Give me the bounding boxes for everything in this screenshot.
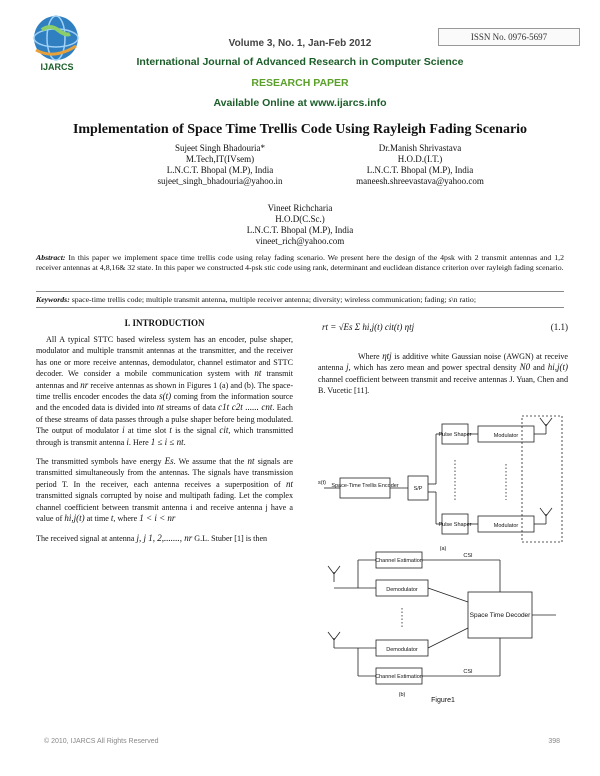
text: and <box>533 363 545 373</box>
math: 1 < i < nr <box>139 513 176 524</box>
figure-caption: Figure1 <box>431 697 455 704</box>
encoder-label: Space-Time Trellis Encoder <box>331 483 399 489</box>
issn-box: ISSN No. 0976-5697 <box>438 28 580 46</box>
math: 1 ≤ i ≤ nt <box>150 436 184 447</box>
intro-paragraph-3 <box>36 533 293 544</box>
math: hi,j(t) <box>547 362 569 373</box>
math: t <box>110 513 114 524</box>
demodulator-2: Demodulator <box>386 647 418 653</box>
equation-number: (1.1) <box>550 322 568 332</box>
footer-copyright: © 2010, IJARCS All Rights Reserved <box>44 738 159 745</box>
text: The received signal at antenna <box>36 533 135 543</box>
text: streams of data <box>166 403 216 413</box>
figure-1 <box>318 412 568 712</box>
text: . Here <box>128 437 149 447</box>
logo-text: IJARCS <box>40 62 74 72</box>
section-title: I. INTRODUCTION <box>124 318 205 328</box>
text: . Each of these streams of data passes through a pulse shaper before being modulated. The output of modulator <box>36 403 293 436</box>
modulator-1: Modulator <box>493 433 519 439</box>
text: Where <box>358 352 380 361</box>
text: channel coefficient between transmit and receive antennas J. Yuan, Chen and B. Vucetic [11]. <box>318 374 568 396</box>
author-email: vineet_rich@yahoo.com <box>255 236 345 246</box>
figure-label-b: (b) <box>398 692 406 698</box>
intro-paragraph-1: All A typical STTC based wireless system has an encoder, pulse shaper, modulator and multiple transmit antennas at the transmitter, and the receiver has one or more receive antennas, demodulator, channel estimator and STTC decoder. We consider a mobile communication system with nt transmit antennas and nr receive antennas as shown in Figures 1 (a) and (b). The space-time trellis encoder encodes the data s(t) coming from the information source and the encoded data is divided into nt streams of data c1t c2t ...... cnt. Each of these streams of data passes through a pulse shaper before being modulated. The output of modulator i at time slot t is the signal cit, which transmitted through is transmit antenna i. Here 1 ≤ i ≤ nt. <box>36 335 294 447</box>
math: nt <box>285 478 293 489</box>
input-label: s(t) <box>318 480 326 486</box>
decoder-label: Space Time Decoder <box>469 612 531 619</box>
abstract-label: Abstract: <box>36 253 66 262</box>
text: transmit antennas and <box>36 369 293 390</box>
math: nt <box>247 456 255 467</box>
text: receive antennas as shown in Figures 1 (a) and (b). The space-time trellis encoder encodes the data <box>36 380 294 402</box>
text: , which transmitted through is transmit antenna <box>36 426 294 447</box>
text: is the signal <box>175 426 217 436</box>
math: j, j 1, 2,......., nr <box>136 532 193 543</box>
text: signals are transmitted simultaneously from the antennas. The signals have transmission period T. In the receiver, each antenna receives a superposition of <box>36 457 294 489</box>
right-paragraph <box>318 351 568 397</box>
author-email: maneesh.shreevastava@yahoo.com <box>356 176 484 186</box>
pulse-shaper-1: Pulse Shaper <box>438 432 472 438</box>
divider <box>36 307 564 308</box>
author-role: H.O.D(C.Sc.) <box>275 214 325 224</box>
math: N0 <box>519 362 531 373</box>
abstract <box>36 253 564 274</box>
author-org: L.N.C.T. Bhopal (M.P), India <box>166 165 274 175</box>
keywords <box>36 295 564 305</box>
channel-estimation-bottom: Channel Estimation <box>375 674 423 680</box>
math: hi,j(t) <box>64 513 85 524</box>
text: at time slot <box>127 426 167 436</box>
sp-label: S/P <box>413 486 423 492</box>
author-org: L.N.C.T. Bhopal (M.P), India <box>246 225 354 235</box>
text: is additive white Gaussian noise (AWGN) at receive antenna <box>318 352 568 373</box>
author-org: L.N.C.T. Bhopal (M.P), India <box>366 165 474 175</box>
csi-top: CSI <box>463 553 473 559</box>
channel-estimation-top: Channel Estimation <box>375 558 423 564</box>
text: transmitted signals corrupted by noise and multipath fading. Let the complex channel coefficient between transmit antenna i and receive antenna j have a value of <box>36 491 293 524</box>
author-name: Vineet Richcharia <box>267 203 333 213</box>
intro-paragraph-2 <box>36 456 293 524</box>
math: ηtj <box>382 351 392 361</box>
math: t <box>169 425 172 436</box>
volume-line: Volume 3, No. 1, Jan-Feb 2012 <box>228 38 372 49</box>
csi-bottom: CSI <box>463 669 473 675</box>
text: at time <box>86 514 109 524</box>
footer-page-number: 398 <box>548 738 560 745</box>
author-name: Dr.Manish Shrivastava <box>378 143 462 153</box>
math: i <box>126 436 129 447</box>
math: nt <box>254 368 262 379</box>
figure-label-a: (a) <box>439 546 447 552</box>
keywords-label: Keywords: <box>36 295 70 304</box>
equation: rt = √Es Σ hi,j(t) cit(t) ηtj <box>322 322 415 332</box>
keywords-text: space-time trellis code; multiple transmit antenna, multiple receiver antenna; diversity; wireless communication; fading; s\n ratio; <box>69 295 476 304</box>
equation-1-1 <box>318 322 568 332</box>
intro-paragraphs <box>36 334 293 544</box>
text: G.L. Stuber [1] is then <box>194 533 268 543</box>
text: coming from the information source and the encoded data is divided into <box>36 392 294 413</box>
text: , which has zero mean and power spectral density <box>348 363 517 373</box>
author-name: Sujeet Singh Bhadouria* <box>175 143 265 153</box>
math: s(t) <box>159 391 172 402</box>
math: nr <box>80 379 89 390</box>
math: j <box>346 362 349 373</box>
math: nt <box>156 402 164 413</box>
journal-name: International Journal of Advanced Research in Computer Science <box>136 56 464 68</box>
paper-title: Implementation of Space Time Trellis Code Using Rayleigh Fading Scenario <box>72 122 528 137</box>
author-1 <box>110 143 330 187</box>
text: . We assume that the <box>173 457 245 467</box>
math: i <box>122 425 125 436</box>
demodulator-1: Demodulator <box>386 587 418 593</box>
text: , where <box>113 514 138 524</box>
abstract-text: In this paper we implement space time trellis code using relay fading scenario. We present here the design of the 4psk with 2 transmit antennas and 1,2 receiver antennas at 4,8,16& 32 state. In this paper we constructed 4-psk stic code using rank, determinant and euclidean distance criterion over rayleigh fading scenario. <box>36 253 564 273</box>
pulse-shaper-2: Pulse Shaper <box>438 522 472 528</box>
modulator-2: Modulator <box>493 523 519 529</box>
paper-type: RESEARCH PAPER <box>251 77 349 89</box>
math: c1t c2t ...... cnt <box>218 402 273 413</box>
math: cit <box>219 425 229 436</box>
text: All A typical STTC based wireless system has an encoder, pulse shaper, modulator and multiple transmit antennas at the transmitter, and the receiver has one or more receive antennas, demodulator, channel estimator and STTC decoder. We consider a mobile communication system with <box>36 335 293 379</box>
author-role: M.Tech,IT(IVsem) <box>185 154 255 164</box>
author-3 <box>180 203 420 247</box>
author-role: H.O.D.(I.T.) <box>397 154 443 164</box>
text: The transmitted symbols have energy <box>36 457 162 467</box>
author-2 <box>310 143 530 187</box>
divider <box>36 291 564 292</box>
available-online: Available Online at www.ijarcs.info <box>213 97 387 109</box>
math: Es <box>164 456 174 467</box>
author-email: sujeet_singh_bhadouria@yahoo.in <box>157 176 283 186</box>
